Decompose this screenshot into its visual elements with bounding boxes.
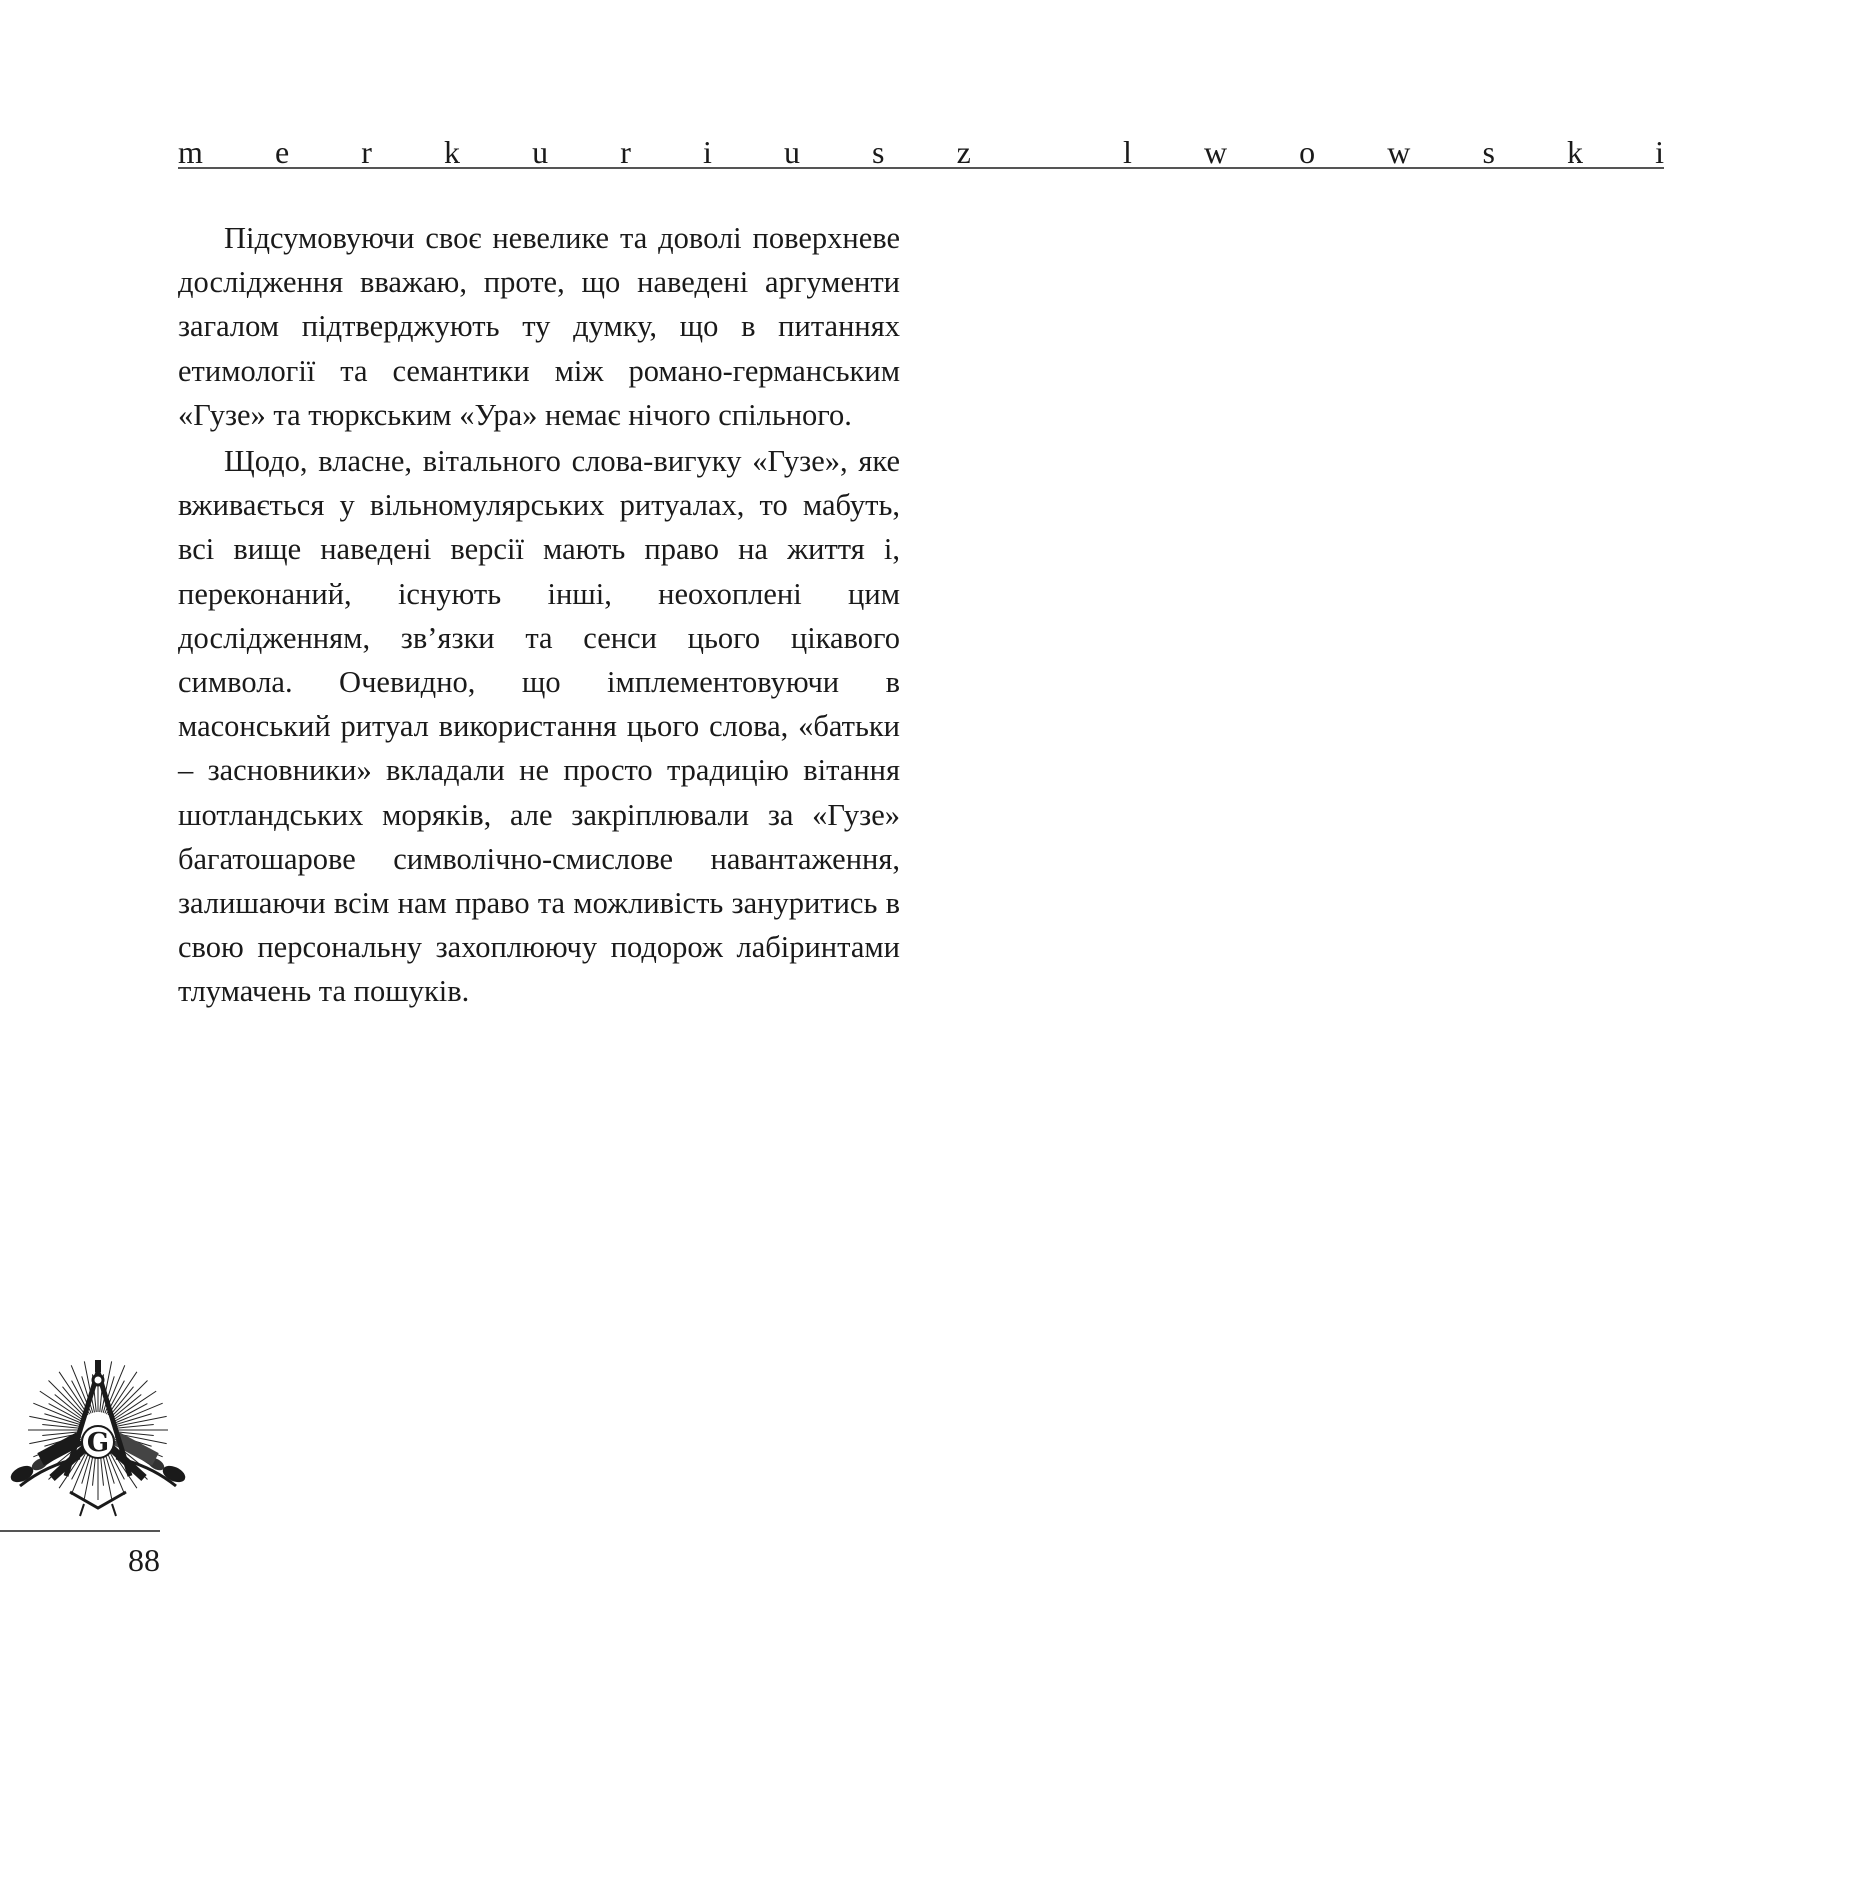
header-letter: i	[702, 134, 712, 170]
header-letter: w	[1203, 134, 1228, 170]
footer-rule	[0, 1530, 160, 1532]
emblem-ray	[113, 1391, 156, 1420]
header-letter: k	[1567, 134, 1584, 170]
body-text	[178, 216, 900, 1016]
emblem-ray	[59, 1372, 88, 1415]
emblem-letter-g: G	[86, 1428, 110, 1458]
emblem-ray	[116, 1416, 167, 1426]
header-rule	[178, 167, 1664, 169]
emblem-ray	[108, 1372, 137, 1415]
header-letter: s	[872, 134, 885, 170]
header-letter: w	[1387, 134, 1411, 170]
masonic-square-and-compasses-icon	[0, 1358, 196, 1518]
running-header	[178, 128, 1664, 168]
header-letter: r	[361, 134, 372, 170]
paragraph-2: Щодо, власне, вітального слова-вигуку «Гузе», яке вживається у вільномулярських ритуалах, то мабуть, всі вище наведені версії мають право на життя і, переконаний, існують інші, неохоплені цим дослідженням, зв’язки та сенси цього цікавого символа. Очевидно, що імплементовуючи в масонський ритуал використання цього слова, «батьки – засновники» вкладали не просто традицію вітання шотландських моряків, але закріплювали за «Гузе» багатошарове символічно-смислове навантаження, залишаючи всім нам право та можливість зануритись в свою персональну захоплюючу подорож лабіринтами тлумачень та пошуків.	[178, 444, 900, 1009]
header-letter: i	[1655, 134, 1664, 170]
header-letter: m	[178, 134, 203, 170]
header-letter: r	[620, 134, 631, 170]
header-letter: z	[956, 134, 971, 170]
header-letter: u	[532, 134, 549, 170]
header-letter: o	[1299, 134, 1316, 170]
header-letter: u	[783, 134, 800, 170]
header-letter: e	[274, 134, 290, 170]
header-space	[1043, 136, 1051, 168]
page-number: 88	[128, 1542, 160, 1578]
paragraph-1: Підсумовуючи своє невелике та доволі поверхневе дослідження вважаю, проте, що наведені аргументи загалом підтверджують ту думку, що в питаннях етимології та семантики між романо-германським «Гузе» та тюркським «Ура» немає нічого спільного.	[178, 221, 900, 432]
header-letter: s	[1482, 134, 1495, 170]
emblem-ray	[40, 1391, 83, 1420]
emblem-ray	[29, 1416, 80, 1426]
header-letter: k	[444, 134, 461, 170]
header-letter: l	[1122, 134, 1132, 170]
